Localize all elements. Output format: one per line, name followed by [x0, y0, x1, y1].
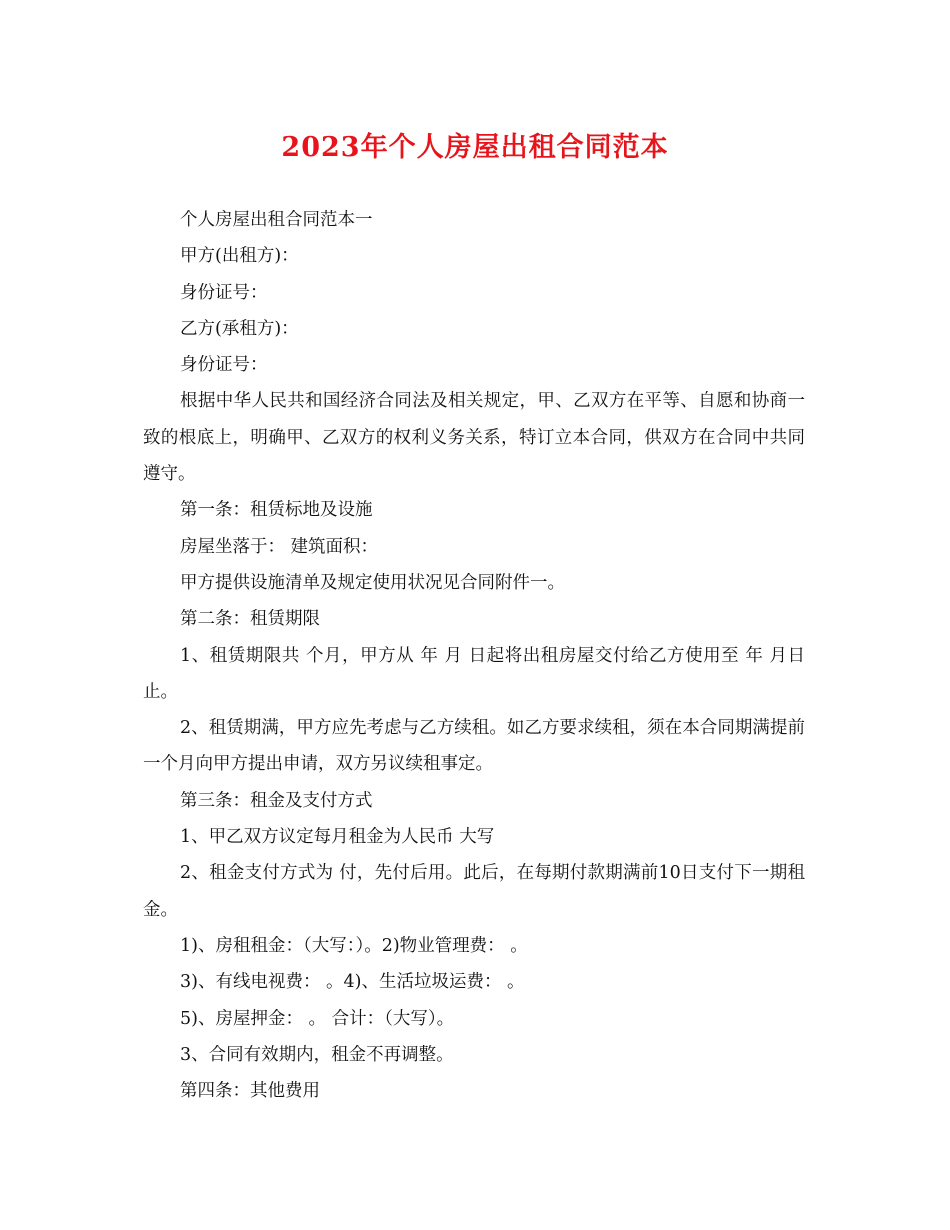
paragraph: 甲方提供设施清单及规定使用状况见合同附件一。 [180, 572, 565, 593]
paragraph: 5)、房屋押金： 。 合计：（大写）。 [180, 1008, 455, 1029]
paragraph: 1、甲乙双方议定每月租金为人民币 大写 [180, 827, 495, 848]
paragraph: 2、租金支付方式为 付，先付后用。此后，在每期付款期满前10日支付下一期租金。 [143, 863, 805, 920]
section-heading: 第四条：其他费用 [180, 1081, 320, 1102]
paragraph: 身份证号： [180, 282, 268, 303]
paragraph: 甲方(出租方)： [180, 246, 299, 267]
paragraph: 个人房屋出租合同范本一 [180, 210, 373, 230]
paragraph: 2、租赁期满，甲方应先考虑与乙方续租。如乙方要求续租，须在本合同期满提前一个月向甲方提出申请，双方另议续租事定。 [143, 718, 805, 775]
paragraph: 1、租赁期限共 个月，甲方从 年 月 日起将出租房屋交付给乙方使用至 年 月日止。 [143, 645, 805, 702]
paragraph: 身份证号： [180, 355, 268, 376]
paragraph: 1)、房租租金：（大写：）。2)物业管理费： 。 [180, 935, 528, 956]
paragraph: 3、合同有效期内，租金不再调整。 [180, 1044, 454, 1065]
section-heading: 第二条：租赁期限 [180, 609, 320, 630]
paragraph: 根据中华人民共和国经济合同法及相关规定，甲、乙双方在平等、自愿和协商一致的根底上，明确甲、乙双方的权利义务关系，特订立本合同，供双方在合同中共同遵守。 [143, 391, 805, 485]
paragraph: 3)、有线电视费： 。4)、生活垃圾运费： 。 [180, 972, 525, 993]
paragraph: 房屋坐落于： 建筑面积： [180, 536, 379, 557]
section-heading: 第三条：租金及支付方式 [180, 790, 373, 811]
section-heading: 第一条：租赁标地及设施 [180, 500, 373, 521]
paragraph: 乙方(承租方)： [180, 318, 299, 339]
document-body [143, 202, 805, 1109]
document-title: 2023年个人房屋出租合同范本 [281, 132, 669, 163]
